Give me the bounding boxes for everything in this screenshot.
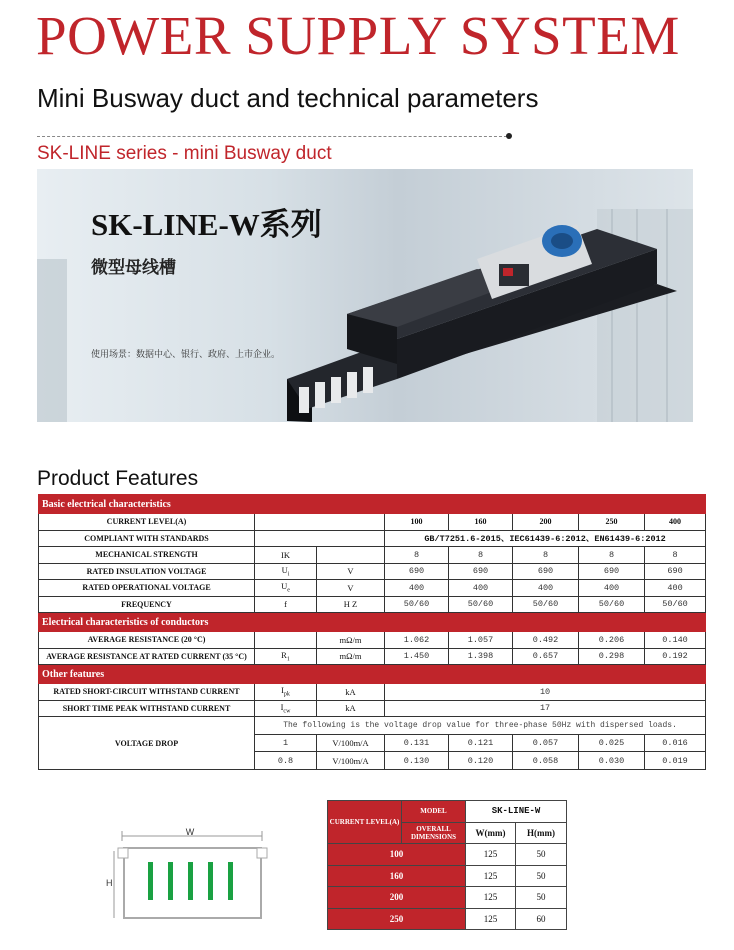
dashed-divider <box>37 136 507 137</box>
table-row: MECHANICAL STRENGTH IK 8 8 8 8 8 <box>39 547 706 564</box>
dimensions-table: CURRENT LEVEL(A) MODEL SK-LINE-W OVERALL DIMENSIONS W(mm) H(mm) 100 125 50 160 125 50 200 125 50 250 125 60 <box>327 800 567 930</box>
table-row: 1 V/100m/A 0.131 0.121 0.057 0.025 0.016 <box>39 734 706 752</box>
table-row: 100 125 50 <box>328 844 567 866</box>
table-row: SHORT TIME PEAK WITHSTAND CURRENT $I_{cw}$ kA 17 <box>39 700 706 717</box>
spec-table <box>38 494 706 770</box>
table-row: RATED INSULATION VOLTAGE $U_i$ V 690 690 690 690 690 <box>39 563 706 580</box>
conductor-bar <box>208 862 213 900</box>
table-row: 160 125 50 <box>328 865 567 887</box>
page-subtitle: Mini Busway duct and technical parameters <box>37 83 539 113</box>
section-basic: Basic electrical characteristics <box>39 495 706 514</box>
table-row: VOLTAGE DROP The following is the voltage drop value for three-phase 50Hz with dispersed loads. <box>39 717 706 735</box>
table-row: RATED SHORT-CIRCUIT WITHSTAND CURRENT $I_{pk}$ kA 10 <box>39 684 706 701</box>
conductor-bar <box>228 862 233 900</box>
cross-section-diagram <box>104 826 274 926</box>
section-other: Other features <box>39 665 706 684</box>
banner-usage-text: 使用场景：数据中心、银行、政府、上市企业。 <box>91 349 281 359</box>
conductor-bar <box>168 862 173 900</box>
table-row: 250 125 60 <box>328 908 567 930</box>
table-row: COMPLIANT WITH STANDARDS GB/T7251.6-2015、IEC61439-6:2012、EN61439-6:2012 <box>39 530 706 547</box>
banner-product-subtitle: 微型母线槽 <box>91 258 176 277</box>
conductor-bar <box>188 862 193 900</box>
table-row: 0.8 V/100m/A 0.130 0.120 0.058 0.030 0.019 <box>39 752 706 770</box>
row-label: COMPLIANT WITH STANDARDS <box>39 530 255 547</box>
table-row: AVERAGE RESISTANCE AT RATED CURRENT (35 °C) $R_1$ mΩ/m 1.450 1.398 0.657 0.298 0.192 <box>39 648 706 665</box>
series-heading: SK-LINE series - mini Busway duct <box>37 143 332 164</box>
width-label: W <box>185 827 195 837</box>
table-row: AVERAGE RESISTANCE (20 °C) mΩ/m 1.062 1.057 0.492 0.206 0.140 <box>39 632 706 649</box>
row-label: CURRENT LEVEL(A) <box>39 514 255 531</box>
banner-product-title: SK-LINE-W系列 <box>91 207 322 242</box>
divider-dot <box>506 133 512 139</box>
table-row: 200 125 50 <box>328 887 567 909</box>
conductor-bar <box>148 862 153 900</box>
product-banner <box>37 169 693 422</box>
table-row: FREQUENCY f H Z 50/60 50/60 50/60 50/60 50/60 <box>39 596 706 613</box>
page-title: POWER SUPPLY SYSTEM <box>36 5 680 66</box>
features-heading: Product Features <box>37 467 199 490</box>
section-conductors: Electrical characteristics of conductors <box>39 613 706 632</box>
height-label: H <box>106 878 113 888</box>
table-row: CURRENT LEVEL(A) 100 160 200 250 400 <box>39 514 706 531</box>
table-row: RATED OPERATIONAL VOLTAGE $U_e$ V 400 400 400 400 400 <box>39 580 706 597</box>
